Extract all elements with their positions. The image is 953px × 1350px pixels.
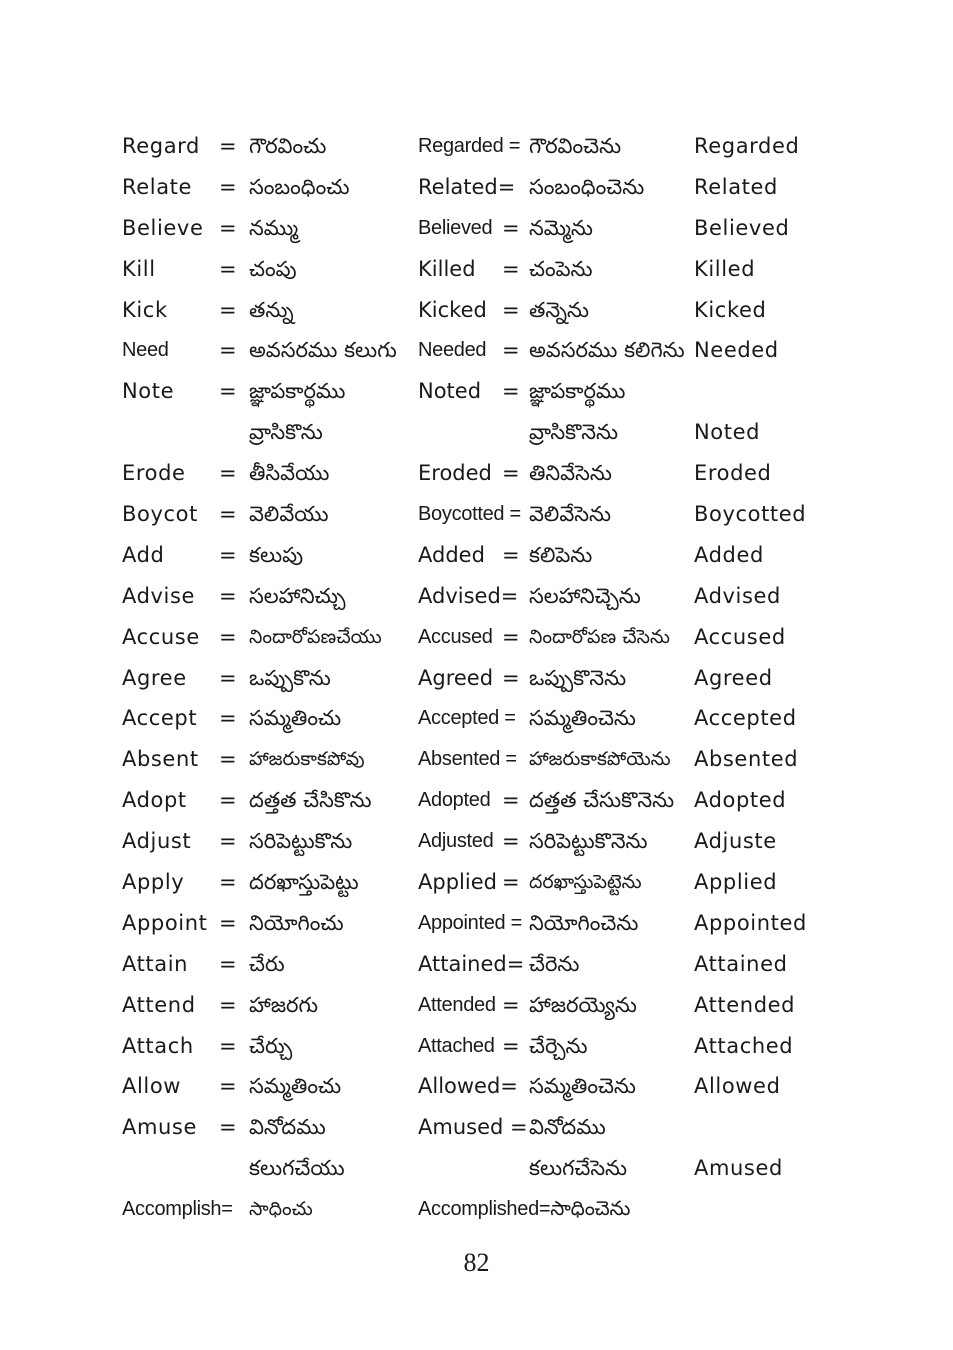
equals-sign-past: = — [502, 461, 520, 486]
equals-sign: = — [219, 502, 237, 527]
telugu-meaning: హాజరగు — [249, 992, 319, 1017]
past-tense-word: Related= — [418, 174, 516, 199]
equals-sign-past: = — [502, 215, 520, 240]
telugu-meaning: సమ్మతించు — [249, 1074, 342, 1099]
equals-sign: = — [219, 1074, 237, 1099]
telugu-meaning: ఒప్పుకొను — [249, 665, 331, 690]
past-participle-word: Boycotted — [694, 502, 807, 527]
verb-word: Advise — [122, 583, 196, 608]
past-tense-word: Added — [418, 542, 485, 567]
vocab-row — [0, 330, 953, 371]
equals-sign: = — [219, 134, 237, 158]
past-participle-word: Attached — [694, 1033, 794, 1058]
equals-sign-past: = — [502, 338, 520, 363]
verb-word: Accomplish= — [122, 1198, 233, 1221]
vocab-row — [0, 903, 953, 944]
equals-sign: = — [219, 747, 237, 772]
past-participle-word: Kicked — [694, 297, 767, 322]
verb-word: Adjust — [122, 829, 192, 854]
vocab-row — [0, 371, 953, 412]
past-participle-word: Needed — [694, 338, 779, 363]
verb-word: Erode — [122, 461, 186, 486]
verb-word: Believe — [122, 215, 204, 240]
equals-sign: = — [219, 297, 237, 322]
vocab-row — [0, 985, 953, 1026]
telugu-meaning: దత్తత చేసికొను — [249, 788, 372, 813]
equals-sign: = — [219, 1033, 237, 1058]
equals-sign: = — [219, 624, 237, 649]
past-tense-word: Accepted = — [418, 707, 516, 730]
vocab-row — [0, 249, 953, 290]
past-tense-word: Advised= — [418, 583, 519, 608]
past-participle-word: Attended — [694, 992, 796, 1017]
telugu-meaning: అవసరము కలుగు — [249, 338, 397, 363]
past-tense-word: Accomplished=సాధించెను — [418, 1198, 631, 1221]
vocab-row — [0, 617, 953, 658]
vocab-row — [0, 1107, 953, 1148]
telugu-past-meaning: సంబంధించెను — [529, 174, 645, 199]
verb-word: Accuse — [122, 624, 200, 649]
verb-word: Kick — [122, 297, 168, 322]
verb-word: Allow — [122, 1074, 182, 1099]
telugu-past-meaning: సమ్మతించెను — [529, 706, 636, 731]
equals-sign: = — [219, 665, 237, 690]
telugu-meaning: దరఖాస్తుపెట్టు — [249, 870, 359, 895]
past-tense-word: Eroded — [418, 461, 492, 486]
telugu-past-meaning: చేరెను — [529, 951, 580, 976]
past-tense-word: Attached — [418, 1034, 495, 1057]
past-participle-word: Agreed — [694, 665, 773, 690]
past-tense-word: Absented = — [418, 748, 517, 771]
telugu-past-meaning: హాజరయ్యెను — [529, 992, 637, 1017]
verb-word: Attend — [122, 992, 196, 1017]
telugu-meaning: వినోదము — [249, 1115, 326, 1140]
vocab-row — [0, 535, 953, 576]
vocab-row — [0, 658, 953, 699]
telugu-meaning: నియోగించు — [249, 910, 344, 935]
equals-sign-past: = — [502, 542, 520, 567]
telugu-past-meaning: దరఖాస్తుపెట్టెను — [529, 871, 642, 894]
past-tense-word: Allowed= — [418, 1074, 518, 1099]
past-tense-word: Needed — [418, 339, 487, 362]
telugu-meaning: చేరు — [249, 951, 285, 976]
vocab-row — [0, 739, 953, 780]
telugu-past-meaning: చేర్చెను — [529, 1033, 588, 1058]
equals-sign: = — [219, 910, 237, 935]
equals-sign: = — [219, 256, 237, 281]
telugu-meaning: నిందారోపణచేయు — [249, 625, 382, 648]
equals-sign-past: = — [502, 788, 520, 813]
past-participle-word: Noted — [694, 420, 761, 445]
equals-sign: = — [219, 829, 237, 854]
past-participle-word: Regarded — [694, 134, 800, 158]
past-tense-word: Applied — [418, 870, 497, 895]
vocab-row — [0, 167, 953, 208]
vocab-row — [0, 1189, 953, 1230]
equals-sign: = — [219, 1115, 237, 1140]
equals-sign: = — [219, 379, 237, 404]
verb-word: Adopt — [122, 788, 187, 813]
verb-word: Apply — [122, 870, 185, 895]
telugu-meaning: గౌరవించు — [249, 134, 327, 158]
telugu-meaning: సలహానిచ్చు — [249, 583, 346, 608]
telugu-meaning: తన్ను — [249, 297, 294, 322]
telugu-past-meaning: కలిపెను — [529, 542, 593, 567]
past-participle-word: Adopted — [694, 788, 787, 813]
telugu-past-meaning: వినోదము — [529, 1115, 606, 1140]
past-tense-word: Appointed = — [418, 911, 523, 934]
telugu-past-meaning: నిందారోపణ చేసెను — [529, 625, 670, 648]
telugu-past-meaning: సమ్మతించెను — [529, 1074, 636, 1099]
equals-sign-past: = — [502, 870, 520, 895]
verb-word: Note — [122, 379, 175, 404]
equals-sign: = — [219, 542, 237, 567]
equals-sign: = — [219, 951, 237, 976]
telugu-past-meaning: వెలివేసెను — [529, 502, 612, 527]
past-tense-word: Believed — [418, 216, 493, 239]
telugu-past-meaning: అవసరము కలిగెను — [529, 338, 685, 363]
past-participle-word: Eroded — [694, 461, 772, 486]
past-participle-word: Appointed — [694, 910, 807, 935]
telugu-meaning: వ్రాసికొను — [249, 420, 323, 445]
vocab-row — [0, 944, 953, 985]
telugu-meaning: చంపు — [249, 256, 297, 281]
equals-sign: = — [219, 870, 237, 895]
telugu-meaning: చేర్చు — [249, 1033, 293, 1058]
verb-word: Accept — [122, 706, 198, 731]
verb-word: Boycot — [122, 502, 198, 527]
past-tense-word: Kicked — [418, 297, 487, 322]
equals-sign: = — [219, 992, 237, 1017]
past-participle-word: Allowed — [694, 1074, 781, 1099]
verb-word: Need — [122, 339, 169, 362]
equals-sign-past: = — [502, 992, 520, 1017]
telugu-past-meaning: దత్తత చేసుకొనెను — [529, 788, 675, 813]
verb-word: Attach — [122, 1033, 194, 1058]
telugu-past-meaning: కలుగచేసెను — [529, 1156, 628, 1181]
telugu-meaning: వెలివేయు — [249, 502, 329, 527]
vocab-row — [0, 208, 953, 249]
page-number: 82 — [463, 1248, 490, 1277]
verb-word: Kill — [122, 256, 156, 281]
vocabulary-table — [0, 126, 953, 1230]
equals-sign-past: = — [502, 829, 520, 854]
telugu-meaning: నమ్ము — [249, 215, 299, 240]
past-tense-word: Attained= — [418, 951, 525, 976]
vocab-row — [0, 576, 953, 617]
vocab-row — [0, 821, 953, 862]
past-participle-word: Absented — [694, 747, 799, 772]
equals-sign-past: = — [502, 624, 520, 649]
past-participle-word: Advised — [694, 583, 781, 608]
past-tense-word: Killed — [418, 256, 476, 281]
telugu-past-meaning: సరిపెట్టుకొనెను — [529, 829, 648, 854]
past-participle-word: Killed — [694, 256, 756, 281]
telugu-meaning: సాధించు — [249, 1198, 313, 1221]
telugu-meaning: సంబంధించు — [249, 174, 350, 199]
past-participle-word: Added — [694, 542, 764, 567]
equals-sign-past: = — [502, 256, 520, 281]
past-participle-word: Amused — [694, 1156, 783, 1181]
equals-sign-past: = — [502, 297, 520, 322]
telugu-meaning: కలుగచేయు — [249, 1156, 345, 1181]
telugu-meaning: సమ్మతించు — [249, 706, 342, 731]
telugu-past-meaning: సలహానిచ్చెను — [529, 583, 641, 608]
vocab-row — [0, 780, 953, 821]
telugu-past-meaning: తినివేసెను — [529, 461, 612, 486]
past-tense-word: Attended — [418, 993, 496, 1016]
verb-word: Agree — [122, 665, 187, 690]
past-participle-word: Accused — [694, 624, 786, 649]
vocab-row — [0, 862, 953, 903]
telugu-meaning: సరిపెట్టుకొను — [249, 829, 353, 854]
vocab-row — [0, 698, 953, 739]
past-tense-word: Regarded = — [418, 135, 521, 157]
equals-sign: = — [219, 706, 237, 731]
telugu-past-meaning: నియోగించెను — [529, 910, 639, 935]
equals-sign: = — [219, 788, 237, 813]
equals-sign: = — [219, 338, 237, 363]
telugu-past-meaning: జ్ఞాపకార్థము — [529, 379, 626, 404]
telugu-meaning: తీసివేయు — [249, 461, 330, 486]
verb-word: Amuse — [122, 1115, 197, 1140]
equals-sign: = — [219, 174, 237, 199]
equals-sign-past: = — [502, 379, 520, 404]
past-tense-word: Adjusted — [418, 830, 494, 853]
telugu-past-meaning: హాజరుకాకపోయెను — [529, 748, 671, 771]
telugu-meaning: కలుపు — [249, 542, 304, 567]
vocab-row-continuation — [0, 412, 953, 453]
telugu-meaning: హాజరుకాకపోవు — [249, 748, 365, 771]
past-tense-word: Amused = — [418, 1115, 528, 1140]
past-participle-word: Accepted — [694, 706, 797, 731]
past-participle-word: Applied — [694, 870, 778, 895]
past-tense-word: Accused — [418, 625, 493, 648]
past-participle-word: Attained — [694, 951, 788, 976]
telugu-meaning: జ్ఞాపకార్థము — [249, 379, 346, 404]
telugu-past-meaning: చంపెను — [529, 256, 593, 281]
vocab-row — [0, 1026, 953, 1067]
telugu-past-meaning: తన్నెను — [529, 297, 589, 322]
equals-sign-past: = — [502, 665, 520, 690]
verb-word: Relate — [122, 174, 193, 199]
vocab-row — [0, 1066, 953, 1107]
equals-sign: = — [219, 461, 237, 486]
equals-sign: = — [219, 583, 237, 608]
past-participle-word: Believed — [694, 215, 790, 240]
vocab-row — [0, 453, 953, 494]
past-tense-word: Boycotted = — [418, 503, 521, 526]
past-participle-word: Adjuste — [694, 829, 777, 854]
vocab-row — [0, 494, 953, 535]
verb-word: Appoint — [122, 910, 208, 935]
verb-word: Attain — [122, 951, 189, 976]
equals-sign: = — [219, 215, 237, 240]
telugu-past-meaning: వ్రాసికొనెను — [529, 420, 619, 445]
vocab-row — [0, 290, 953, 331]
past-participle-word: Related — [694, 174, 778, 199]
telugu-past-meaning: గౌరవించెను — [529, 134, 622, 158]
vocab-row — [0, 126, 953, 167]
past-tense-word: Agreed — [418, 665, 494, 690]
past-tense-word: Adopted — [418, 789, 491, 812]
verb-word: Absent — [122, 747, 199, 772]
telugu-past-meaning: ఒప్పుకొనెను — [529, 665, 627, 690]
vocab-row-continuation — [0, 1148, 953, 1189]
telugu-past-meaning: నమ్మెను — [529, 215, 593, 240]
verb-word: Regard — [122, 134, 200, 158]
verb-word: Add — [122, 542, 165, 567]
past-tense-word: Noted — [418, 379, 482, 404]
equals-sign-past: = — [502, 1033, 520, 1058]
